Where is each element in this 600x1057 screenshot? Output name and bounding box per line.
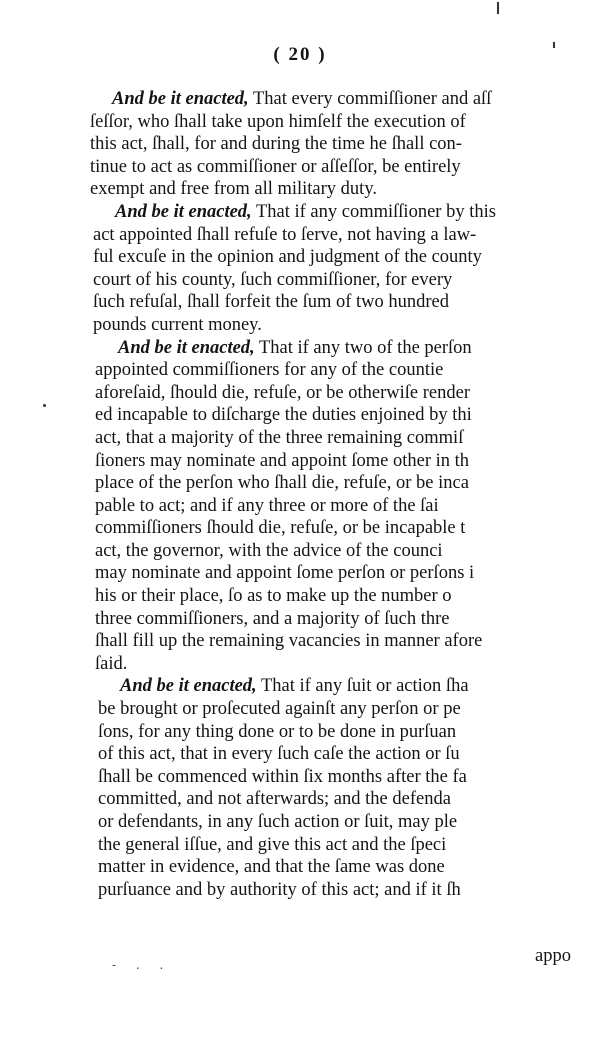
line-text: place of the perſon who ſhall die, refuſe, or be inca [95,473,469,494]
line-text: That if any two of the perſon [254,337,472,358]
line-text: That if any ſuit or action ſha [256,676,469,697]
text-line [0,630,600,653]
line-text: of this act, that in every ſuch caſe the action or ſu [98,744,460,765]
text-line [0,698,600,721]
text-line [0,88,600,111]
line-text: ſuch refuſal, ſhall forfeit the ſum of two hundred [93,292,450,313]
text-line [0,314,600,337]
text-line [0,585,600,608]
line-text: this act, ſhall, for and during the time he ſhall con- [90,134,462,155]
page-number: ( 20 ) [273,44,327,65]
scan-mark-right [553,42,555,48]
line-text: ſioners may nominate and appoint ſome other in th [95,450,470,471]
text-line [0,156,600,179]
text-line [0,834,600,857]
line-text: or defendants, in any ſuch action or ſuit, may ple [98,812,458,832]
line-text: ſhall fill up the remaining vacancies in manner afore [95,631,483,652]
enacting-clause: And be it enacted, [118,337,255,358]
bottom-specks: - . . [112,958,172,972]
text-line [0,721,600,744]
line-text: ſeſſor, who ſhall take upon himſelf the execution of [90,111,466,132]
line-text: the general iſſue, and give this act and the ſpeci [98,834,447,855]
line-text: act, the governor, with the advice of the counci [95,540,443,561]
line-text: appointed commiſſioners for any of the countie [95,360,444,381]
text-line [0,291,600,314]
line-text: ed incapable to diſcharge the duties enjoined by thi [95,405,472,426]
text-line [0,111,600,134]
text-line [0,359,600,382]
line-text: act, that a majority of the three remaining commiſ [95,427,464,448]
text-line [0,811,600,834]
body-text [0,88,600,901]
line-text: act appointed ſhall refuſe to ſerve, not having a law- [93,224,477,245]
line-text: exempt and free from all military duty. [90,179,377,200]
text-line [0,517,600,540]
text-line [0,133,600,156]
line-text: pounds current money. [93,314,262,335]
text-line [0,540,600,563]
line-text: tinue to act as commiſſioner or aſſeſſor, be entirely [90,156,461,177]
line-text: ſons, for any thing done or to be done in purſuan [98,721,457,742]
text-line [0,472,600,495]
line-text: ful excuſe in the opinion and judgment of the county [93,247,482,268]
line-text: purſuance and by authority of this act; and if it ſh [98,879,461,900]
scan-mark-top [497,2,499,14]
line-text: commiſſioners ſhould die, refuſe, or be incapable t [95,518,466,539]
enacting-clause: And be it enacted, [120,676,257,697]
text-line [0,246,600,269]
text-line [0,178,600,201]
text-line [0,608,600,631]
text-line [0,382,600,405]
text-line [0,788,600,811]
text-line [0,427,600,450]
catchword: appo [535,946,571,966]
line-text: That every commiſſioner and aſſ [248,89,492,109]
text-line [0,201,600,224]
line-text: ſhall be commenced within ſix months after the fa [98,766,467,787]
text-line [0,562,600,585]
text-line [0,450,600,473]
line-text: ſaid. [95,653,128,674]
line-text: committed, and not afterwards; and the defenda [98,789,451,810]
text-line [0,675,600,698]
text-line [0,269,600,292]
line-text: matter in evidence, and that the ſame was done [98,857,445,878]
line-text: That if any commiſſioner by this [251,201,496,222]
scan-mark-left [43,404,46,407]
line-text: aforeſaid, ſhould die, refuſe, or be otherwiſe render [95,382,470,403]
text-line [0,879,600,902]
text-line [0,404,600,427]
text-line [0,743,600,766]
text-line [0,856,600,879]
line-text: his or their place, ſo as to make up the number o [95,586,452,607]
text-line [0,337,600,360]
enacting-clause: And be it enacted, [115,201,252,222]
line-text: court of his county, ſuch commiſſioner, for every [93,269,453,290]
line-text: may nominate and appoint ſome perſon or perſons i [95,563,475,584]
text-line [0,224,600,247]
text-line [0,495,600,518]
line-text: be brought or proſecuted againſt any perſon or pe [98,699,461,720]
line-text: three commiſſioners, and a majority of ſuch thre [95,608,450,629]
text-line [0,766,600,789]
line-text: pable to act; and if any three or more of the ſai [95,495,439,516]
enacting-clause: And be it enacted, [112,89,249,109]
text-line [0,653,600,676]
